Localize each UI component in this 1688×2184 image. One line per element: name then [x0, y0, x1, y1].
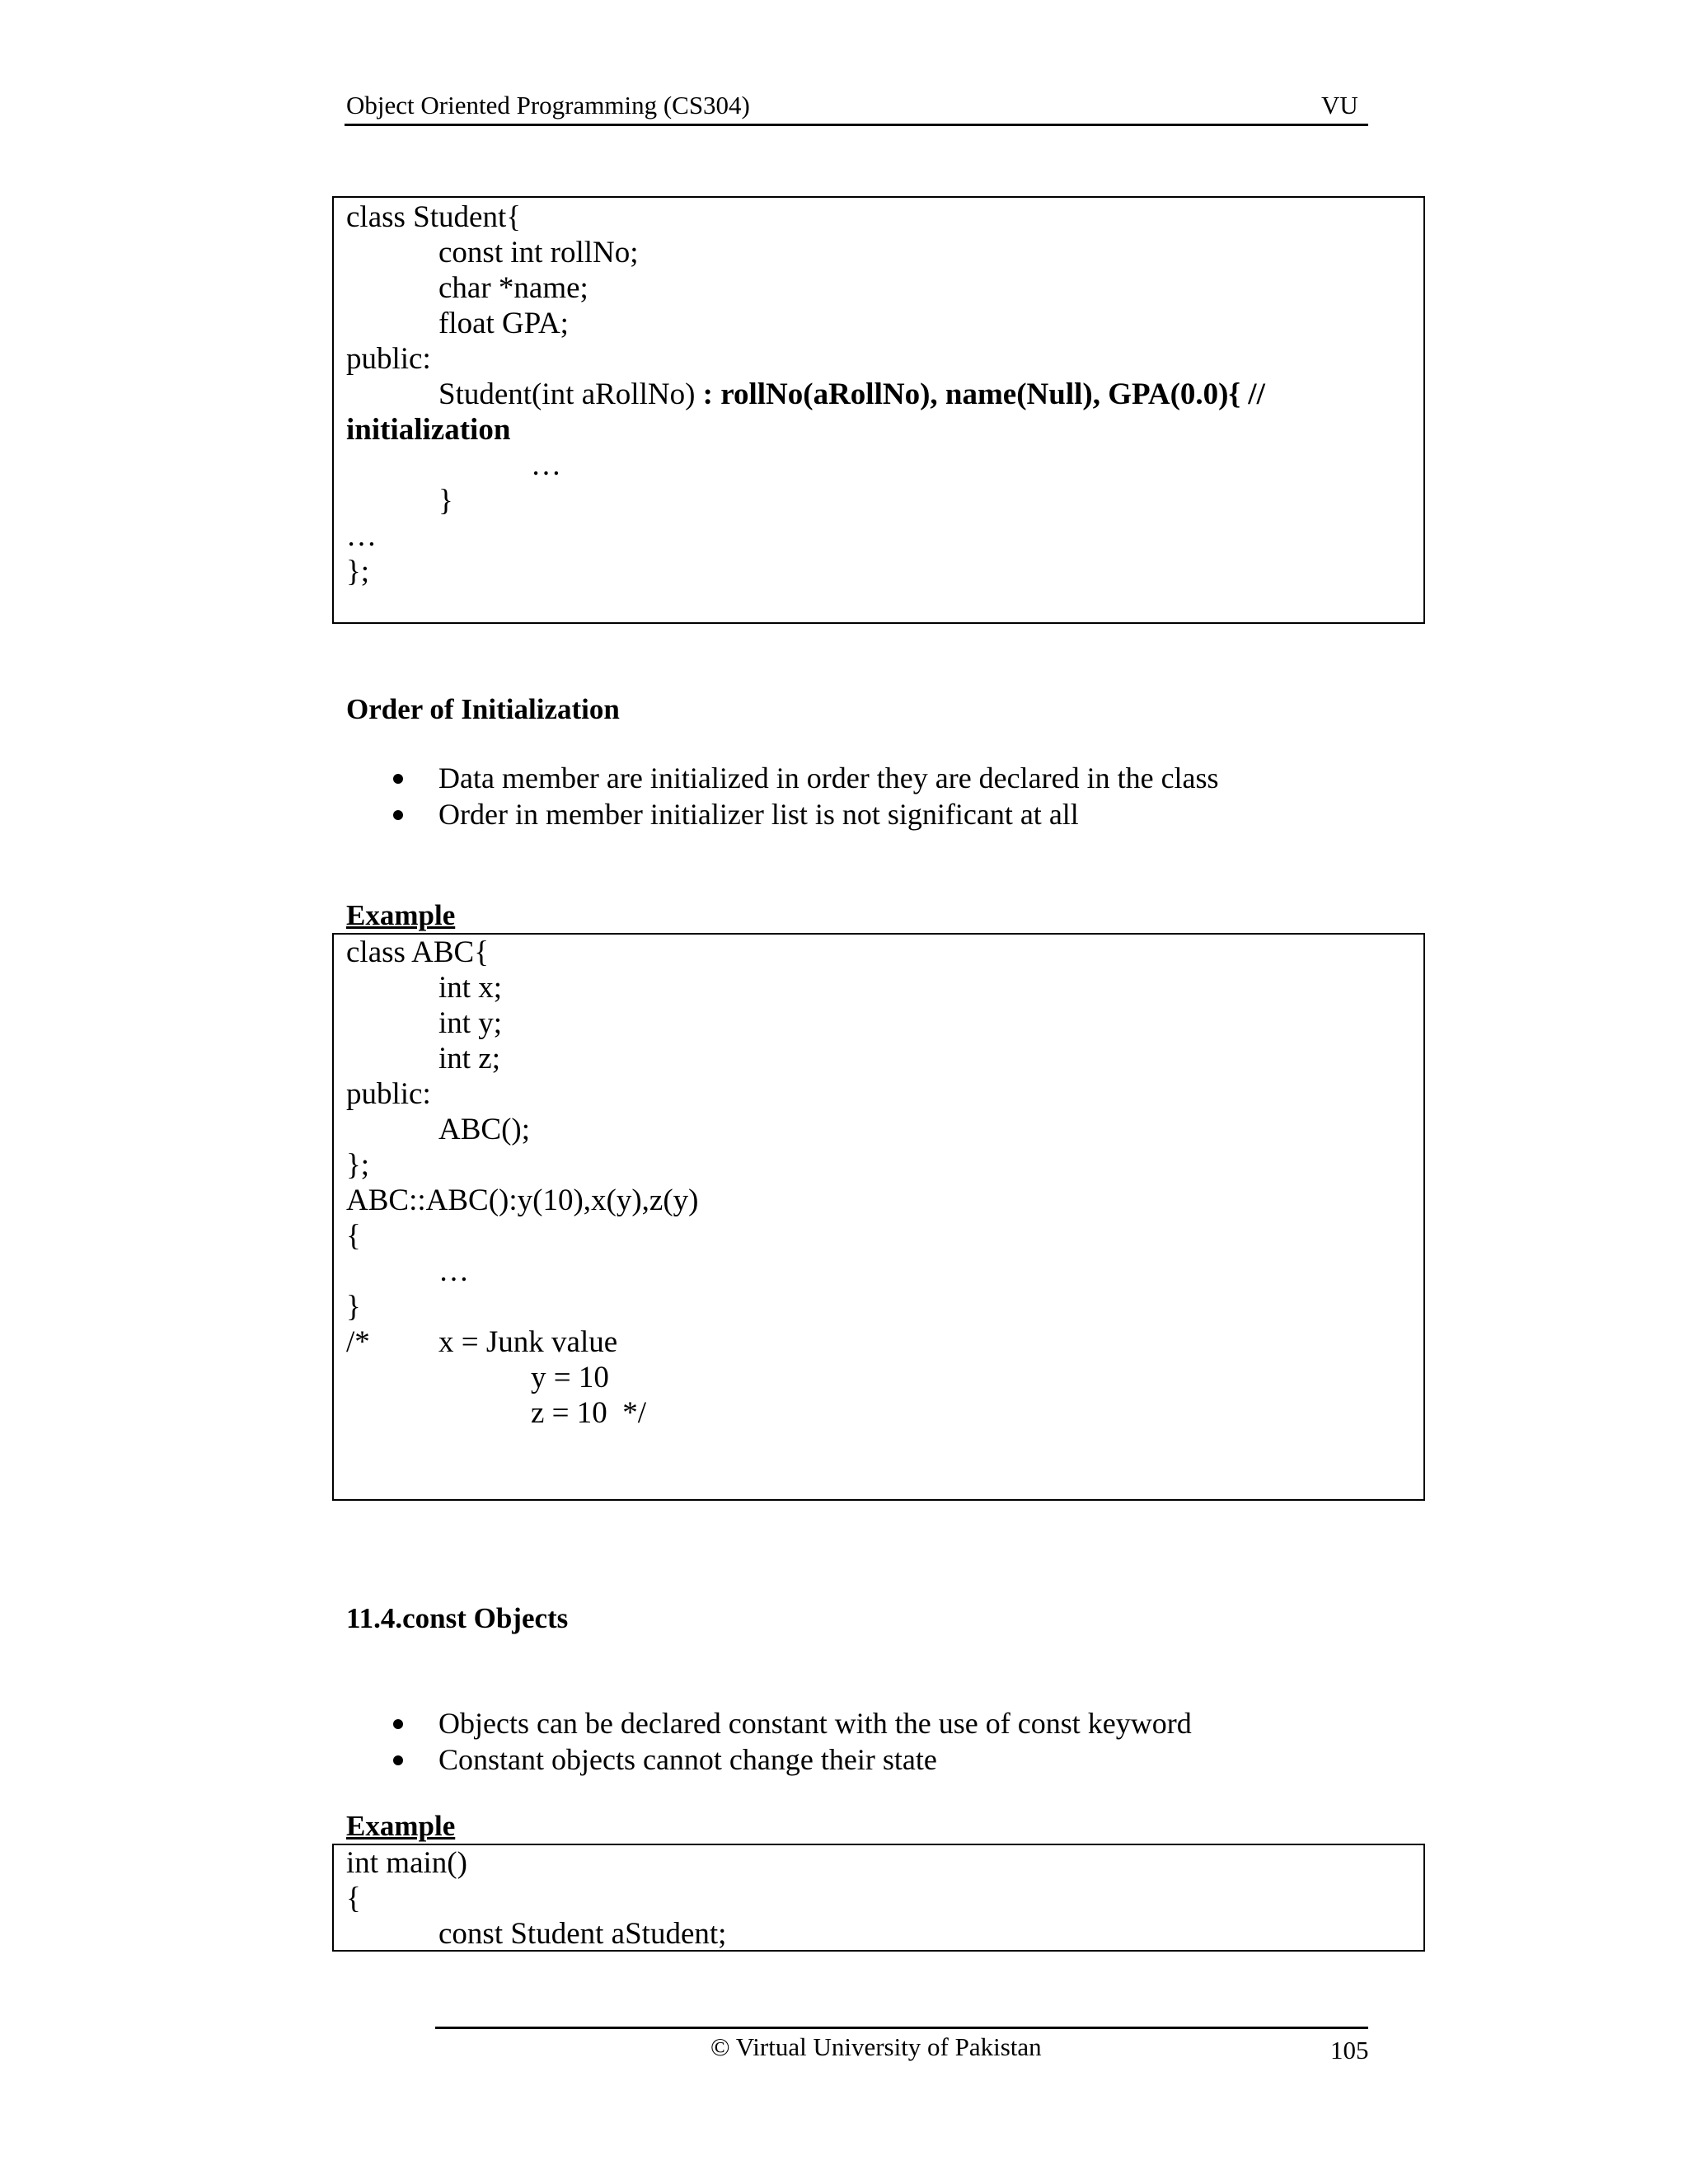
order-heading: Order of Initialization — [346, 693, 620, 725]
footer-rule — [435, 2027, 1368, 2029]
const-bullet-2: Constant objects cannot change their state — [438, 1743, 937, 1776]
const-objects-heading: 11.4.const Objects — [346, 1602, 569, 1634]
code-line: const Student aStudent; — [438, 1917, 727, 1951]
code-line: } — [438, 484, 453, 518]
code-line: const int rollNo; — [438, 236, 639, 269]
code-line: /* — [346, 1325, 370, 1359]
code-line: … — [531, 448, 561, 482]
code-line: class Student{ — [346, 200, 521, 234]
bullet-dot — [393, 810, 403, 820]
example-label-2: Example — [346, 1810, 456, 1842]
code-line: { — [346, 1219, 361, 1253]
code-line: int z; — [438, 1042, 501, 1076]
code-line: int x; — [438, 971, 503, 1005]
code-line: float GPA; — [438, 307, 569, 340]
order-bullet-2: Order in member initializer list is not significant at all — [438, 798, 1079, 831]
const-bullet-1: Objects can be declared constant with the use of const keyword — [438, 1707, 1192, 1740]
code-line: Student(int aRollNo) : rollNo(aRollNo), name(Null), GPA(0.0){ // — [438, 377, 1265, 411]
bullet-dot — [393, 1719, 403, 1729]
code-line: int main() — [346, 1846, 467, 1880]
code-line: char *name; — [438, 271, 588, 305]
code-line: z = 10 */ — [531, 1396, 647, 1430]
code-line: ABC::ABC():y(10),x(y),z(y) — [346, 1183, 699, 1217]
code-line: … — [346, 519, 377, 553]
code-line: y = 10 — [531, 1361, 609, 1394]
header-rule — [345, 124, 1368, 126]
code-line: public: — [346, 1077, 431, 1111]
code-line: }; — [346, 555, 370, 588]
code-line: }; — [346, 1148, 370, 1182]
code-line: } — [346, 1290, 361, 1324]
code-line: ABC(); — [438, 1113, 530, 1146]
example-label: Example — [346, 899, 456, 931]
code-line: class ABC{ — [346, 935, 489, 969]
header-title: Object Oriented Programming (CS304) — [346, 91, 750, 120]
header-right: VU — [1321, 91, 1358, 120]
bullet-dot — [393, 774, 403, 784]
bullet-dot — [393, 1755, 403, 1765]
footer-text: © Virtual University of Pakistan — [710, 2032, 1042, 2061]
code-line: public: — [346, 342, 431, 376]
order-bullet-1: Data member are initialized in order they are declared in the class — [438, 762, 1219, 794]
code-line: … — [438, 1254, 469, 1288]
code-line: { — [346, 1882, 361, 1915]
code-line: initialization — [346, 413, 511, 447]
page-number: 105 — [1330, 2036, 1369, 2064]
code-line: x = Junk value — [438, 1325, 618, 1359]
code-line: int y; — [438, 1006, 503, 1040]
